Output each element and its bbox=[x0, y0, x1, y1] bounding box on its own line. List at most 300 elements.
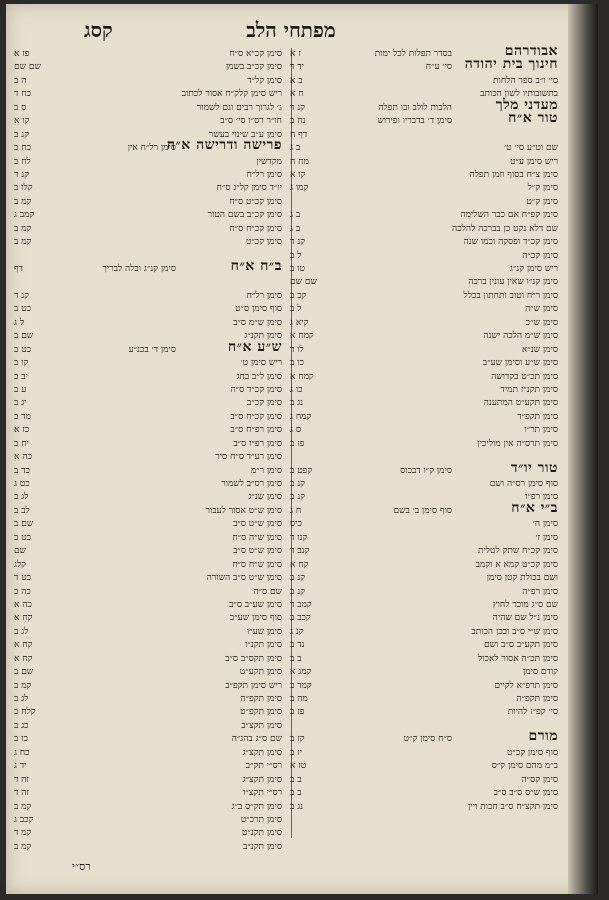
entry-folio-ref: קכב ג bbox=[14, 814, 34, 825]
page-number: קסג bbox=[84, 18, 113, 42]
entry-folio-ref: יד ג bbox=[14, 761, 27, 772]
entry-folio-ref: כט ג bbox=[14, 479, 30, 489]
entry-folio-ref: קמב ד bbox=[290, 599, 312, 610]
entry-folio-ref: קמח א bbox=[290, 371, 314, 382]
entry-folio-ref: שם ב bbox=[14, 519, 34, 530]
entry-folio-ref: פז ב bbox=[290, 707, 305, 718]
index-entry-row bbox=[290, 411, 558, 424]
entry-text: סימן קפ״ח אם כבר השלימה bbox=[460, 210, 558, 221]
index-entry-row bbox=[14, 572, 282, 585]
entry-text: סימן ש״ה ס״ח bbox=[232, 532, 282, 543]
entry-text: סימן שנ״א bbox=[521, 344, 558, 355]
entry-text: ריש סימן ט׳ bbox=[240, 358, 282, 369]
index-entry-row bbox=[290, 639, 558, 652]
entry-folio-ref: קנו ד bbox=[290, 532, 308, 543]
index-entry-row bbox=[290, 747, 558, 760]
index-entry-row bbox=[14, 720, 282, 733]
work-heading: טור א״ח bbox=[508, 110, 558, 127]
entry-folio-ref: כט ד bbox=[14, 573, 32, 584]
entry-folio-ref: קמו ג bbox=[290, 183, 309, 194]
entry-text: סימן ש״ט אסור לעבור bbox=[205, 505, 282, 516]
entry-text: ריש סימן קנ״ג bbox=[509, 264, 558, 274]
entry-folio-ref: כט ב bbox=[14, 532, 32, 543]
index-entry-row bbox=[290, 223, 558, 236]
entry-folio-ref: זה ד bbox=[14, 774, 29, 785]
entry-text: סימן שנ״ג bbox=[248, 492, 282, 503]
entry-folio-ref: ס ג bbox=[290, 425, 301, 436]
entry-text: בתשובותיו לשון הכותב bbox=[480, 89, 558, 100]
index-entry-row bbox=[14, 48, 282, 61]
index-entry-row bbox=[290, 250, 558, 263]
work-heading: מורם bbox=[528, 728, 558, 745]
entry-folio-ref: קמ ב bbox=[14, 801, 32, 812]
entry-folio-ref: קנב ד bbox=[290, 546, 310, 557]
index-entry-row bbox=[14, 338, 282, 357]
entry-text: סימן ה׳ bbox=[532, 519, 558, 530]
index-entry-row bbox=[14, 626, 282, 639]
entry-folio-ref: קנ ד bbox=[290, 102, 305, 113]
index-entry-row bbox=[14, 478, 282, 491]
entry-folio-ref: ב ב bbox=[290, 774, 302, 785]
entry-folio-ref: פז ב bbox=[290, 438, 305, 449]
entry-folio-ref: קו א bbox=[290, 169, 306, 180]
index-entry-row bbox=[14, 397, 282, 410]
entry-folio-ref: ח ג bbox=[290, 505, 302, 516]
entry-text: סימן רע״ד ס״ח סיר bbox=[215, 452, 282, 463]
page-header bbox=[24, 12, 558, 52]
entry-folio-ref: ע ב bbox=[14, 384, 27, 395]
entry-folio-ref: ב ב bbox=[290, 788, 302, 799]
entry-folio-ref: קח א bbox=[14, 613, 33, 624]
entry-text: סוף סימן ס״ט bbox=[235, 304, 282, 315]
entry-text: סימן ש״מ הלכה ישנה bbox=[483, 331, 558, 342]
index-entry-row bbox=[290, 129, 558, 142]
index-entry-row bbox=[14, 411, 282, 424]
entry-folio-ref: מד ב bbox=[14, 411, 31, 422]
entry-text: סוף סימן קכ״ט bbox=[507, 747, 558, 758]
entry-folio-ref: כו ב bbox=[14, 734, 28, 745]
index-entry-row bbox=[14, 276, 282, 289]
index-entry-row bbox=[290, 209, 558, 222]
entry-folio-ref: קנ ב bbox=[290, 479, 305, 489]
entry-folio-ref: כח ג bbox=[14, 747, 30, 758]
entry-text: סימן תקפ״ט bbox=[240, 707, 282, 718]
entry-folio-ref: קח א bbox=[14, 640, 33, 651]
entry-text: סימן קכ״ב בשמן bbox=[225, 62, 282, 73]
index-entry-row bbox=[290, 357, 558, 370]
index-entry-row bbox=[290, 572, 558, 585]
entry-folio-ref: ס ב bbox=[14, 102, 27, 113]
entry-folio-ref: טו ב bbox=[290, 264, 305, 274]
entry-text: סימן תקצ״ג bbox=[242, 747, 282, 758]
entry-folio-ref: קנ ב bbox=[290, 573, 305, 584]
index-entry-row bbox=[14, 733, 282, 746]
index-entry-row bbox=[14, 505, 282, 518]
catchword: רס״י bbox=[72, 860, 91, 873]
index-entry-row bbox=[14, 317, 282, 330]
index-entry-row bbox=[290, 459, 558, 478]
index-entry-row bbox=[14, 290, 282, 303]
entry-text: סימן תקס״ב ס״ב bbox=[225, 653, 282, 664]
index-entry-row bbox=[290, 518, 558, 531]
index-entry-row bbox=[14, 258, 282, 276]
entry-text: סימן ק״ט bbox=[526, 196, 558, 207]
entry-folio-ref: שם bbox=[14, 546, 26, 557]
entry-text: סוף סימן ב׳ בשם bbox=[393, 505, 452, 516]
entry-folio-ref: לג ב bbox=[14, 492, 29, 503]
index-entry-row bbox=[290, 56, 558, 74]
entry-text: בסדר תפלות לכל ימות bbox=[374, 49, 452, 59]
entry-folio-ref: כו ג bbox=[290, 384, 303, 395]
entry-folio-ref: דף ח bbox=[290, 129, 308, 140]
entry-text: סימן תרס״ה אין מוליכין bbox=[477, 438, 558, 449]
index-entry-row bbox=[290, 478, 558, 491]
entry-text: סימן ר״מ bbox=[250, 465, 282, 476]
index-entry-row bbox=[290, 330, 558, 343]
entry-text: שם וט״ע סי׳ ט׳ bbox=[504, 143, 558, 154]
index-entry-row bbox=[14, 236, 282, 249]
index-entry-row bbox=[290, 384, 558, 397]
index-entry-row bbox=[14, 371, 282, 384]
entry-text: מקדשין bbox=[256, 156, 282, 167]
index-entry-row bbox=[14, 532, 282, 545]
work-heading: מעדני מלך bbox=[495, 96, 558, 113]
index-entry-row bbox=[290, 666, 558, 679]
entry-folio-ref: קח א bbox=[14, 653, 33, 664]
index-entry-row bbox=[290, 303, 558, 316]
entry-folio-ref: ח א bbox=[290, 89, 304, 100]
entry-text: סימן ש״ח ס״ח bbox=[232, 559, 282, 570]
entry-text: סימן תק״ס ב״ג bbox=[231, 801, 282, 812]
entry-folio-ref: קמ ב bbox=[14, 223, 32, 234]
index-column-right bbox=[290, 43, 558, 814]
index-entry-row bbox=[14, 61, 282, 74]
entry-text: שם ס״ג מוכר לחוץ bbox=[492, 599, 558, 610]
entry-folio-ref: כח ד bbox=[14, 89, 31, 100]
entry-text: סימן רפ״ו bbox=[525, 492, 558, 503]
entry-text: סימן ש״מ ס״ב bbox=[233, 317, 282, 328]
entry-folio-ref: ב ג bbox=[290, 143, 301, 154]
index-entry-row bbox=[290, 760, 558, 773]
index-entry-row bbox=[14, 559, 282, 572]
entry-text: סימן רל״ח אין bbox=[127, 143, 176, 154]
entry-text: סימן שע״ב ס״ב bbox=[229, 599, 282, 610]
index-entry-row bbox=[290, 586, 558, 599]
index-entry-row bbox=[290, 728, 558, 746]
entry-text: סימן תקפ״ה bbox=[240, 694, 282, 704]
entry-text: סימן רל״ח bbox=[246, 169, 282, 180]
entry-folio-ref: כט ב bbox=[14, 304, 32, 315]
index-entry-row bbox=[14, 169, 282, 182]
entry-text: סי׳ ע״ח bbox=[425, 62, 452, 73]
index-entry-row bbox=[290, 680, 558, 693]
entry-text: ריש סימן תקפ״ב bbox=[225, 680, 282, 691]
entry-text: סימן קכ״ד ס״ח bbox=[230, 384, 282, 395]
entry-folio-ref: טז א bbox=[290, 761, 307, 772]
entry-text: סימן ק״ל bbox=[527, 183, 558, 194]
entry-text: סימן קכ״ט bbox=[245, 237, 282, 248]
entry-text: סימן קס״ה bbox=[521, 774, 558, 785]
entry-folio-ref: נח ב bbox=[290, 116, 306, 127]
entry-folio-ref: ז א bbox=[290, 49, 301, 59]
index-entry-row bbox=[14, 75, 282, 88]
index-entry-row bbox=[290, 182, 558, 195]
entry-folio-ref: זה ד bbox=[14, 788, 29, 799]
entry-folio-ref: פז א bbox=[14, 49, 30, 59]
entry-folio-ref: קמ ב bbox=[14, 237, 32, 248]
index-entry-row bbox=[290, 787, 558, 800]
entry-folio-ref: כו ב bbox=[290, 358, 304, 369]
work-heading: טור יו״ד bbox=[510, 459, 558, 476]
entry-folio-ref: קכב ב bbox=[290, 613, 311, 624]
entry-text: סימן ר״ח וטוב ותחתון בכלל bbox=[463, 290, 558, 301]
entry-text: סימן תקנ״ט bbox=[241, 828, 282, 839]
entry-folio-ref: קלח ב bbox=[14, 707, 36, 718]
entry-folio-ref: קנ ב bbox=[290, 492, 305, 503]
index-entry-row bbox=[290, 801, 558, 814]
entry-text: סימן ש״ט ס״ב השורה bbox=[206, 573, 282, 584]
entry-folio-ref: ל ב bbox=[290, 250, 302, 261]
entry-text: רס״י תק״ב bbox=[245, 761, 282, 772]
work-heading: אבודרהם bbox=[504, 43, 558, 59]
index-entry-row bbox=[14, 653, 282, 666]
entry-text: סימן תקנ״ג bbox=[244, 331, 282, 342]
entry-text: סימן תרכ״ט bbox=[240, 814, 282, 825]
entry-folio-ref: קפט ב bbox=[290, 465, 313, 476]
entry-text: סימן קכ״ה bbox=[522, 250, 558, 261]
index-entry-row bbox=[14, 747, 282, 760]
entry-text: סימן תקע״ט bbox=[239, 667, 282, 678]
entry-text: חו״ר רס״ו סי׳ ס״ב bbox=[220, 116, 282, 127]
index-entry-row bbox=[14, 209, 282, 222]
entry-text: ושם בכולת קטן סימן bbox=[486, 573, 558, 584]
index-entry-row bbox=[290, 720, 558, 733]
index-entry-row bbox=[290, 706, 558, 719]
index-entry-row bbox=[14, 451, 282, 464]
index-entry-row bbox=[14, 115, 282, 128]
entry-text: סימן קכ״ב bbox=[247, 398, 282, 409]
entry-folio-ref: ב ג bbox=[290, 223, 301, 234]
entry-folio-ref: קנ ב bbox=[14, 129, 29, 140]
entry-text: סימן תקנ״ב bbox=[243, 841, 282, 852]
entry-text: סי׳ קפ״ז להיות bbox=[507, 707, 558, 718]
entry-folio-ref: יג ב bbox=[14, 398, 27, 409]
entry-text: סימן שע״ו bbox=[246, 626, 282, 637]
entry-folio-ref: קמ ב bbox=[14, 841, 32, 852]
entry-folio-ref: נד ב bbox=[290, 640, 305, 651]
entry-folio-ref: קמג א bbox=[290, 667, 312, 678]
work-heading: ב״ח א״ח bbox=[230, 258, 282, 274]
entry-folio-ref: כד ב bbox=[14, 465, 30, 476]
index-entry-row bbox=[290, 545, 558, 558]
entry-text: סימן ש״י ס״ב ובכן הכותב bbox=[471, 626, 558, 637]
entry-folio-ref: ב א bbox=[290, 75, 303, 86]
entry-text: יו״ד סימן קל״ג ס״ח bbox=[216, 183, 282, 194]
entry-folio-ref: קמ ד bbox=[14, 828, 32, 839]
entry-folio-ref: קמב ג bbox=[14, 210, 35, 221]
entry-folio-ref: קלג bbox=[14, 559, 26, 570]
entry-text: סימן ש״ט ס״ב bbox=[233, 546, 282, 557]
index-entry-row bbox=[290, 344, 558, 357]
index-entry-row bbox=[14, 465, 282, 478]
entry-folio-ref: ב ג bbox=[290, 210, 301, 221]
index-entry-row bbox=[290, 110, 558, 128]
entry-folio-ref: נג ב bbox=[290, 801, 304, 812]
entry-folio-ref: שם שם bbox=[290, 277, 317, 288]
index-entry-row bbox=[290, 236, 558, 249]
entry-folio-ref: ב ב bbox=[290, 653, 302, 664]
index-entry-row bbox=[290, 290, 558, 303]
index-entry-row bbox=[14, 137, 282, 155]
entry-text: סימן ש״כ bbox=[525, 317, 558, 328]
entry-folio-ref: ל ב bbox=[290, 304, 302, 315]
entry-text: סימן קכ״ט ס״ח bbox=[229, 196, 282, 207]
entry-text: שם ס״ג בהג״ה bbox=[231, 734, 282, 745]
entry-text: סימן ל״ב בחג bbox=[236, 371, 282, 382]
entry-folio-ref: קח א bbox=[290, 559, 309, 570]
entry-folio-ref: ל ג bbox=[14, 317, 25, 328]
running-title: מפתחי הלב bbox=[246, 18, 336, 42]
entry-text: סימן ע״ב שינוי בעשר bbox=[208, 129, 282, 140]
entry-text: ריש סימן ע״ט bbox=[510, 156, 558, 167]
work-heading: פרישה ודרישה א״ח bbox=[166, 137, 282, 154]
entry-folio-ref: כט ב bbox=[14, 344, 32, 355]
entry-folio-ref: קמד ב bbox=[290, 680, 312, 691]
index-entry-row bbox=[14, 384, 282, 397]
entry-text: סימן קכ״ח ס״ח bbox=[229, 223, 282, 234]
index-entry-row bbox=[14, 491, 282, 504]
index-entry-row bbox=[290, 499, 558, 518]
entry-folio-ref: יד ד bbox=[290, 62, 304, 73]
entry-folio-ref: קמ ב bbox=[14, 680, 32, 691]
index-entry-row bbox=[290, 653, 558, 666]
index-entry-row bbox=[290, 142, 558, 155]
index-entry-row bbox=[290, 371, 558, 384]
entry-folio-ref: קיא ג bbox=[290, 317, 309, 328]
index-entry-row bbox=[14, 518, 282, 531]
entry-folio-ref: דף bbox=[14, 264, 23, 274]
index-entry-row bbox=[14, 156, 282, 169]
entry-folio-ref: יז ב bbox=[290, 747, 303, 758]
entry-folio-ref: קנ ב bbox=[290, 586, 305, 597]
entry-text: סי׳ ו״ב ספר הלחות bbox=[493, 75, 558, 86]
entry-text: סימן תקע״ב ס״ב ושם bbox=[483, 640, 558, 651]
entry-text: סימן תקצ״ח ס״ב חכות ויין bbox=[467, 801, 558, 812]
index-entry-row bbox=[290, 774, 558, 787]
index-entry-row bbox=[14, 841, 282, 854]
entry-folio-ref: קמח א bbox=[290, 331, 314, 342]
entry-folio-ref: שם ב bbox=[14, 331, 34, 342]
index-entry-row bbox=[290, 317, 558, 330]
index-entry-row bbox=[14, 88, 282, 101]
entry-folio-ref: כה א bbox=[14, 599, 32, 610]
index-entry-row bbox=[290, 693, 558, 706]
entry-folio-ref: מח ח bbox=[290, 156, 309, 167]
index-entry-row bbox=[14, 814, 282, 827]
entry-folio-ref: לב ב bbox=[14, 505, 30, 516]
entry-text: סימן תכ״ט בקדושה bbox=[491, 371, 558, 382]
entry-folio-ref: לו ד bbox=[290, 344, 304, 355]
index-entry-row bbox=[14, 586, 282, 599]
entry-folio-ref: כה א bbox=[14, 452, 32, 463]
entry-folio-ref: כיס bbox=[290, 519, 302, 530]
index-entry-row bbox=[14, 612, 282, 625]
entry-text: הלכות לולב ובו תפלה bbox=[378, 102, 452, 113]
index-entry-row bbox=[14, 303, 282, 316]
entry-folio-ref: קמח ג bbox=[290, 411, 312, 422]
entry-folio-ref: כג ב bbox=[14, 720, 29, 731]
entry-folio-ref: לח ב bbox=[14, 156, 31, 167]
index-entry-row bbox=[290, 438, 558, 451]
index-entry-row bbox=[14, 693, 282, 706]
index-entry-row bbox=[290, 599, 558, 612]
index-entry-row bbox=[14, 680, 282, 693]
entry-text: סימן ק״ו דבכוס bbox=[400, 465, 452, 476]
index-entry-row bbox=[14, 774, 282, 787]
entry-folio-ref: ה ב bbox=[14, 75, 27, 86]
index-entry-row bbox=[290, 263, 558, 276]
entry-text: ב״מ מהם סימן ק״ס bbox=[491, 761, 558, 772]
index-entry-row bbox=[14, 223, 282, 236]
work-heading: ש״ע א״ח bbox=[227, 338, 282, 355]
index-entry-row bbox=[14, 599, 282, 612]
entry-folio-ref: שם ב bbox=[14, 667, 34, 678]
work-heading: ב״י א״ח bbox=[511, 499, 558, 516]
index-entry-row bbox=[14, 801, 282, 814]
entry-text: קודם סימן bbox=[522, 667, 558, 678]
entry-text: סימן צ״ח בסוף וזמן תפלה bbox=[469, 169, 558, 180]
index-entry-row bbox=[290, 626, 558, 639]
entry-folio-ref: קלו ב bbox=[14, 183, 33, 194]
entry-folio-ref: קכ ב bbox=[290, 290, 307, 301]
index-entry-row bbox=[14, 182, 282, 195]
index-entry-row bbox=[290, 169, 558, 182]
entry-folio-ref: שם שם bbox=[14, 62, 41, 73]
entry-text: סימן רפ״ו ס״ב bbox=[233, 438, 282, 449]
entry-text: סוף סימן שע״ב bbox=[229, 613, 282, 624]
entry-text: סימן רל״ח bbox=[246, 290, 282, 301]
entry-folio-ref: קז ב bbox=[290, 734, 305, 745]
index-entry-row bbox=[14, 102, 282, 115]
entry-text: סימן תקפ״ה bbox=[516, 694, 558, 704]
index-entry-row bbox=[14, 827, 282, 840]
entry-folio-ref: מה ב bbox=[290, 694, 308, 704]
entry-folio-ref: לג ב bbox=[14, 626, 29, 637]
entry-text: שם ס״ה bbox=[253, 586, 282, 597]
index-entry-row bbox=[14, 357, 282, 370]
index-entry-row bbox=[290, 156, 558, 169]
entry-folio-ref: כח ב bbox=[14, 143, 31, 154]
entry-text: רס״י תקצ״ו bbox=[243, 788, 282, 799]
entry-text: סימן ז׳ bbox=[535, 532, 558, 543]
index-entry-row bbox=[290, 612, 558, 625]
entry-text: סימן תקפ״ד bbox=[517, 411, 558, 422]
index-entry-row bbox=[14, 787, 282, 800]
index-entry-row bbox=[14, 760, 282, 773]
entry-text: סימן ש״ס ס״ב ס״ב bbox=[493, 788, 558, 799]
entry-text: סימן קנ״ו שאין עונין ברכה bbox=[468, 277, 558, 288]
entry-folio-ref: יח ב bbox=[14, 438, 29, 449]
index-entry-row bbox=[290, 75, 558, 88]
index-entry-row bbox=[290, 397, 558, 410]
entry-text: סימן ש״ע וסימן שע״ב bbox=[482, 358, 558, 369]
entry-text: סימן ש״ה bbox=[525, 304, 558, 315]
entry-text: סימן תקנ״ז תמיד bbox=[500, 384, 558, 395]
entry-text: סוף סימן רס״ה ושם bbox=[489, 479, 558, 489]
index-entry-row bbox=[290, 424, 558, 437]
entry-text: סימן קכ״ד ופסקה וכמו שנה bbox=[463, 237, 558, 248]
entry-text: סימן קל״ד bbox=[247, 75, 282, 86]
